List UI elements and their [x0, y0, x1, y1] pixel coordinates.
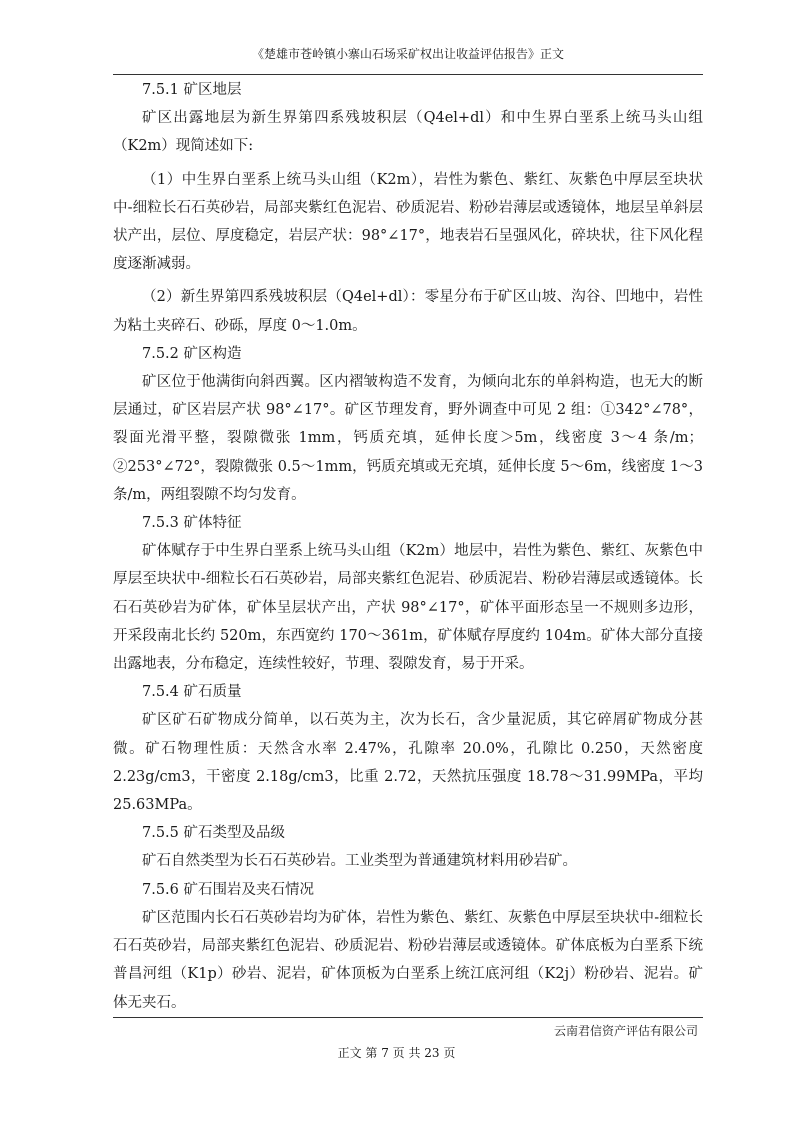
- section-heading: 7.5.1 矿区地层: [142, 82, 242, 98]
- paragraph: （1）中生界白垩系上统马头山组（K2m），岩性为紫色、紫红、灰紫色中厚层至块状中-细粒长石石英砂岩，局部夹紫红色泥岩、砂质泥岩、粉砂岩薄层或透镜体，地层呈单斜层状产出，层位、厚度稳定，岩层产状：98°∠17°，地表岩石呈强风化，碎块状，往下风化程度逐渐减弱。: [113, 171, 703, 273]
- section-heading: 7.5.6 矿石围岩及夹石情况: [142, 881, 315, 898]
- section-heading: 7.5.5 矿石类型及品级: [142, 825, 286, 842]
- company-name: 云南君信资产评估有限公司: [553, 1024, 698, 1038]
- section-heading: 7.5.2 矿区构造: [142, 345, 242, 362]
- paragraph: 矿区位于他满街向斜西翼。区内褶皱构造不发育，为倾向北东的单斜构造，也无大的断层通过，矿区岩层产状 98°∠17°。矿区节理发育，野外调查中可见 2 组：①342°∠78°，裂面光滑平整，裂隙微张 1mm，钙质充填，延伸长度＞5m，线密度 3～4 条/m；②253°∠72°，裂隙微张 0.5～1mm，钙质充填或无充填，延伸长度 5～6m，线密度 1～3 条/m，两组裂隙不均匀发育。: [113, 374, 703, 503]
- paragraph: 矿区矿石矿物成分简单，以石英为主，次为长石，含少量泥质，其它碎屑矿物成分甚微。矿石物理性质：天然含水率 2.47%，孔隙率 20.0%，孔隙比 0.250，天然密度 2.23g/cm3，干密度 2.18g/cm3，比重 2.72，天然抗压强度 18.78～31.99MPa，平均 25.63MPa。: [113, 712, 703, 814]
- section-heading: 7.5.3 矿体特征: [142, 515, 242, 532]
- paragraph: 矿区出露地层为新生界第四系残坡积层（Q4el+dl）和中生界白垩系上统马头山组（K2m）现简述如下:: [113, 110, 703, 155]
- paragraph: 矿区范围内长石石英砂岩均为矿体，岩性为紫色、紫红、灰紫色中厚层至块状中-细粒长石石英砂岩，局部夹紫红色泥岩、砂质泥岩、粉砂岩薄层或透镜体。矿体底板为白垩系下统普昌河组（K1p）砂岩、泥岩，矿体顶板为白垩系上统江底河组（K2j）粉砂岩、泥岩。矿体无夹石。: [113, 909, 703, 1011]
- page-number: 正文 第 7 页 共 23 页: [337, 1046, 456, 1060]
- report-title: 《楚雄市苍岭镇小寨山石场采矿权出让收益评估报告》正文: [251, 47, 564, 61]
- document-body: [113, 76, 703, 1017]
- paragraph: （2）新生界第四系残坡积层（Q4el+dl）：零星分布于矿区山坡、沟谷、凹地中，岩性为粘土夹碎石、砂砾，厚度 0～1.0m。: [113, 289, 703, 334]
- paragraph: 矿石自然类型为长石石英砂岩。工业类型为普通建筑材料用砂岩矿。: [142, 853, 577, 870]
- page-header: [113, 44, 703, 75]
- paragraph: 矿体赋存于中生界白垩系上统马头山组（K2m）地层中，岩性为紫色、紫红、灰紫色中厚层至块状中-细粒长石石英砂岩，局部夹紫红色泥岩、砂质泥岩、粉砂岩薄层或透镜体。长石石英砂岩为矿体，矿体呈层状产出，产状 98°∠17°，矿体平面形态呈一不规则多边形，开采段南北长约 520m，东西宽约 170～361m，矿体赋存厚度约 104m。矿体大部分直接出露地表，分布稳定，连续性较好，节理、裂隙发育，易于开采。: [113, 543, 703, 673]
- section-heading: 7.5.4 矿石质量: [142, 684, 242, 701]
- footer-divider: [113, 1017, 703, 1018]
